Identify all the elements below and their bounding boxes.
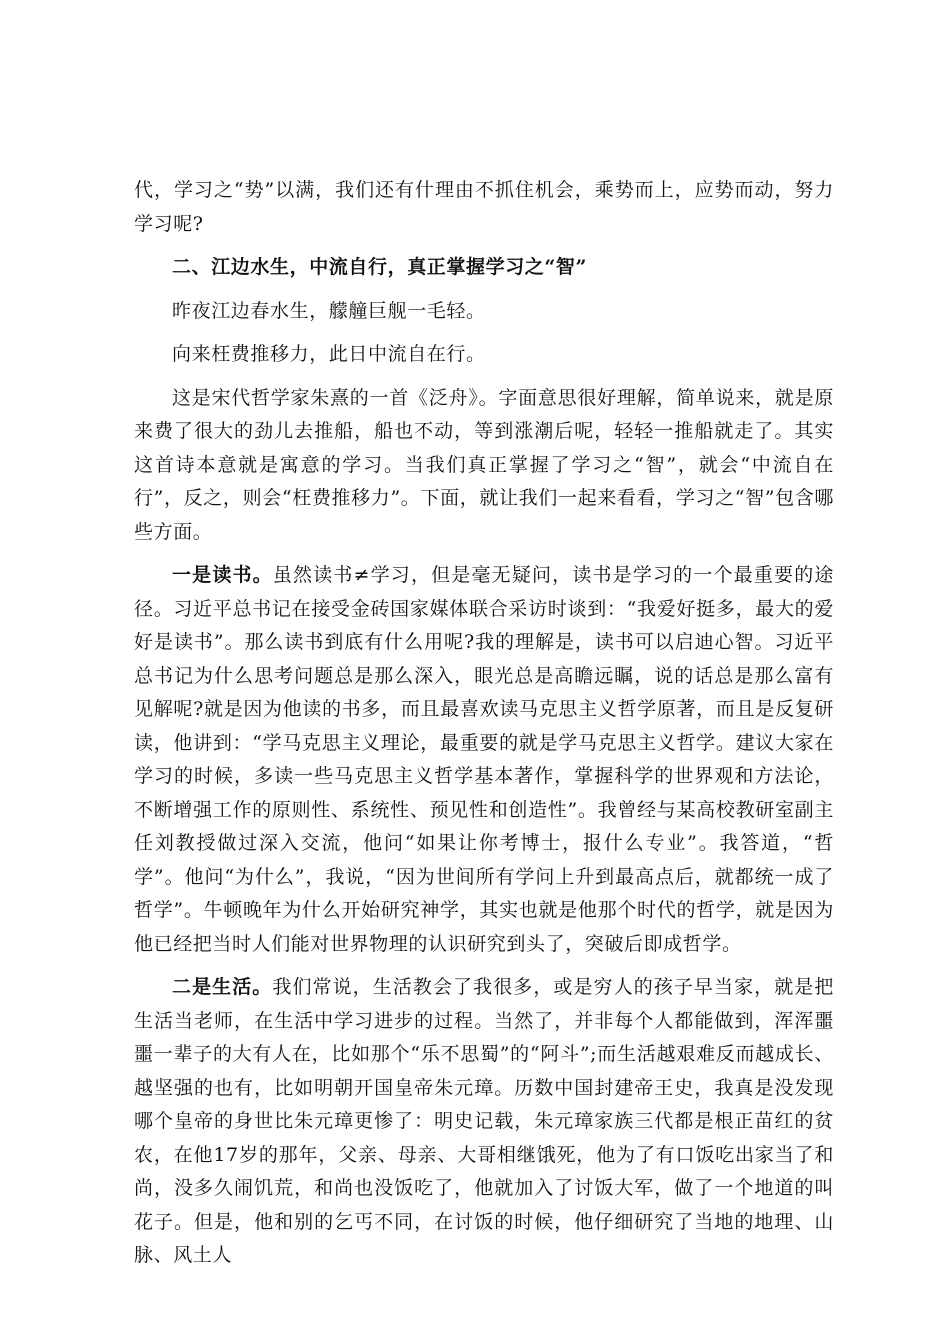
lead-life: 二是生活。 [172, 976, 273, 998]
document-body [134, 174, 834, 1283]
paragraph-poem-explanation: 这是宋代哲学家朱熹的一首《泛舟》。字面意思很好理解，简单说来，就是原来费了很大的劲儿去推船，船也不动，等到涨潮后呢，轻轻一推船就走了。其实这首诗本意就是寓意的学习。当我们真正掌握了学习之“智”，就会“中流自在行”，反之，则会“枉费推移力”。下面，就让我们一起来看看，学习之“智”包含哪些方面。 [134, 386, 834, 543]
poem-line-2: 向来枉费推移力，此日中流自在行。 [172, 343, 486, 365]
paragraph-life-text: 我们常说，生活教会了我很多，或是穷人的孩子早当家，就是把生活当老师，在生活中学习进步的过程。当然了，并非每个人都能做到，浑浑噩噩一辈子的大有人在，比如那个“乐不思蜀”的“阿斗”;而生活越艰难反而越成长、越坚强的也有，比如明朝开国皇帝朱元璋。历数中国封建帝王史，我真是没发现哪个皇帝的身世比朱元璋更惨了：明史记载，朱元璋家族三代都是根正苗红的贫农，在他17岁的那年，父亲、母亲、大哥相继饿死，他为了有口饭吃出家当了和尚，没多久闹饥荒，和尚也没饭吃了，他就加入了讨饭大军，做了一个地道的叫花子。但是，他和别的乞丐不同，在讨饭的时候，他仔细研究了当地的地理、山脉、风土人 [134, 976, 834, 1266]
paragraph-continuation: 代，学习之“势”以满，我们还有什理由不抓住机会，乘势而上，应势而动，努力学习呢? [134, 179, 834, 235]
poem-line-1: 昨夜江边春水生，艨艟巨舰一毛轻。 [172, 299, 486, 322]
paragraph-reading-text: 虽然读书≠学习，但是毫无疑问，读书是学习的一个最重要的途径。习近平总书记在接受金砖国家媒体联合采访时谈到：“我爱好挺多，最大的爱好是读书”。那么读书到底有什么用呢?我的理解是，读书可以启迪心智。习近平总书记为什么思考问题总是那么深入，眼光总是高瞻远瞩，说的话总是那么富有见解呢?就是因为他读的书多，而且最喜欢读马克思主义哲学原著，而且是反复研读，他讲到：“学马克思主义理论，最重要的就是学马克思主义哲学。建议大家在学习的时候，多读一些马克思主义哲学基本著作，掌握科学的世界观和方法论，不断增强工作的原则性、系统性、预见性和创造性”。我曾经与某高校教研室副主任刘教授做过深入交流，他问“如果让你考博士，报什么专业”。我答道，“哲学”。他问“为什么”，我说，“因为世间所有学问上升到最高点后，就都统一成了哲学”。牛顿晚年为什么开始研究神学，其实也就是他那个时代的哲学，就是因为他已经把当时人们能对世界物理的认识研究到头了，突破后即成哲学。 [134, 564, 834, 955]
lead-reading: 一是读书。 [172, 564, 273, 586]
paragraph-life [134, 971, 834, 1273]
paragraph-reading [134, 559, 834, 961]
section-heading: 二、江边水生，中流自行，真正掌握学习之“智” [172, 256, 588, 278]
